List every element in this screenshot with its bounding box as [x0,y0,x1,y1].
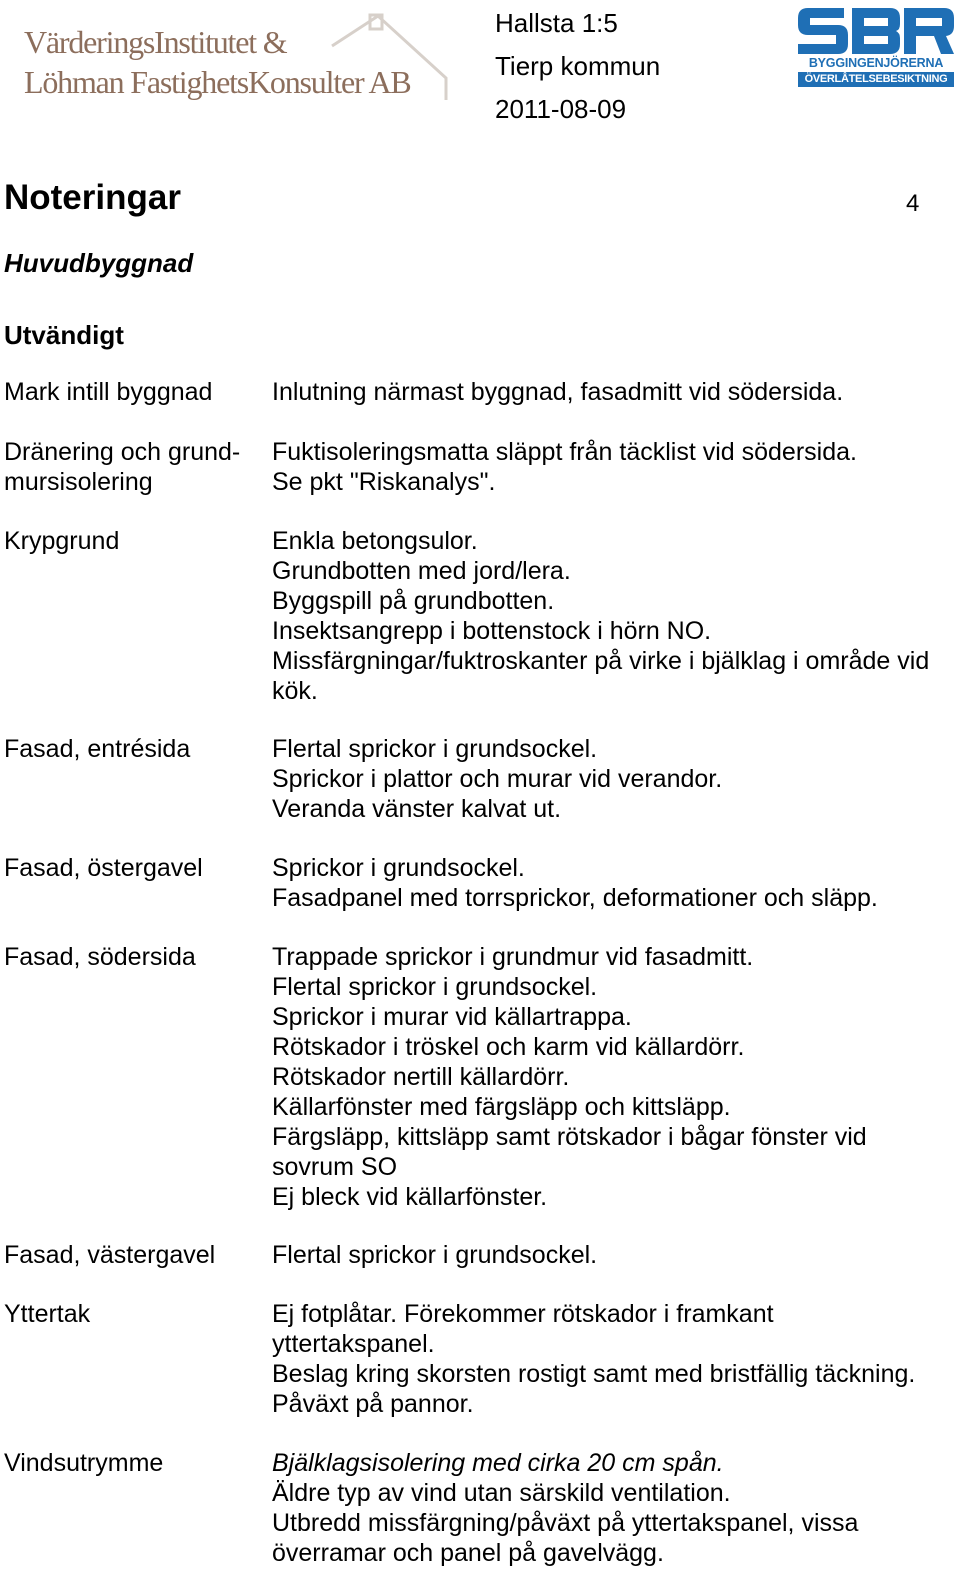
property-designation: Hallsta 1:5 [495,8,618,38]
byggingenjorerna-logo [798,8,954,90]
note-text: Trappade sprickor i grundmur vid fasadmitt. Flertal sprickor i grundsockel. Sprickor i murar vid källartrappa. Rötskador i tröskel och karm vid källardörr. Rötskador nertill källardörr. Källarfönster med färgsläpp och kittsläpp. Färgsläpp, kittsläpp samt rötskador i bågar fönster vid sovrum SO Ej bleck vid källarfönster. [272,943,867,1211]
note-text: Sprickor i grundsockel. Fasadpanel med torrsprickor, deformationer och släpp. [272,854,878,912]
note-label: Fasad, östergavel [4,854,203,882]
note-text: Inlutning närmast byggnad, fasadmitt vid södersida. [272,378,844,406]
note-text: Fuktisoleringsmatta släppt från täcklist vid södersida. Se pkt "Riskanalys". [272,438,857,496]
note-text: Bjälklagsisolering med cirka 20 cm spån. Äldre typ av vind utan särskild ventilation. Utbredd missfärgning/påväxt på yttertakspanel, vissa överramar och panel på gavelvägg. [272,1449,859,1567]
inspection-date: 2011-08-09 [495,94,627,124]
page-number: 4 [906,190,920,217]
building-heading: Huvudbyggnad [4,248,194,278]
document-meta [495,2,660,131]
logo-brand-text: BYGGINGENJÖRERNA [808,56,944,70]
company-logo [20,12,458,104]
note-label: Mark intill byggnad [4,378,213,406]
logo-tagline-text: ÖVERLÅTELSEBESIKTNING [798,72,954,87]
logo-text-line2: Löhman FastighetsKonsulter AB [24,64,411,100]
note-label: Fasad, södersida [4,943,196,971]
note-label: Fasad, västergavel [4,1241,216,1269]
logo-text-line1: VärderingsInstitutet & [24,24,287,60]
note-label: Vindsutrymme [4,1449,164,1477]
note-label: Yttertak [4,1300,91,1328]
note-label: Dränering och grund- mursisolering [4,438,241,496]
sbr-logo-icon [798,8,954,54]
note-label: Krypgrund [4,527,120,555]
page-title: Noteringar [4,178,181,217]
note-label: Fasad, entrésida [4,735,191,763]
municipality: Tierp kommun [495,51,661,81]
section-heading: Utvändigt [4,320,124,350]
note-text: Ej fotplåtar. Förekommer rötskador i framkant yttertakspanel. Beslag kring skorsten rostigt samt med bristfällig täckning. Påväxt på pannor. [272,1300,916,1418]
note-text: Flertal sprickor i grundsockel. Sprickor i plattor och murar vid verandor. Veranda vänster kalvat ut. [272,735,723,823]
note-text: Flertal sprickor i grundsockel. [272,1241,598,1269]
note-text: Enkla betongsulor. Grundbotten med jord/lera. Byggspill på grundbotten. Insektsangrepp i bottenstock i hörn NO. Missfärgningar/fuktroskanter på virke i bjälklag i område vid kök. [272,527,930,705]
